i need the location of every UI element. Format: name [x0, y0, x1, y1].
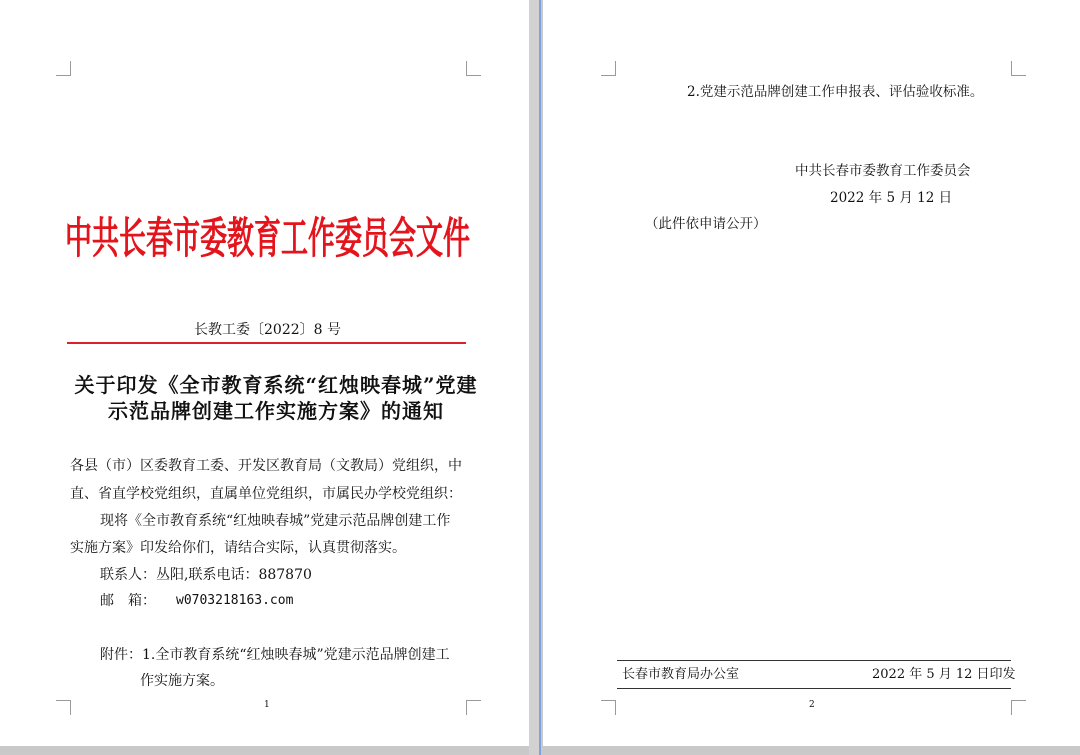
footer-print-date: 2022 年 5 月 12 日印发 [872, 667, 1016, 682]
body-line-3: 现将《全市教育系统“红烛映春城”党建示范品牌创建工作 [100, 513, 451, 529]
page-divider [539, 0, 541, 755]
crop-mark-top-left [56, 61, 71, 76]
body-line-2: 直、省直学校党组织，直属单位党组织，市属民办学校党组织： [70, 486, 462, 502]
document-page-2 [543, 0, 1080, 746]
document-number: 长教工委〔2022〕8 号 [194, 322, 341, 338]
crop-mark-bottom-left [56, 700, 71, 715]
body-line-4: 实施方案》印发给你们，请结合实际，认真贯彻落实。 [70, 540, 406, 556]
crop-mark-top-right [1011, 61, 1026, 76]
header-red-rule [67, 342, 466, 344]
crop-mark-top-left [601, 61, 616, 76]
notice-title-line-2: 示范品牌创建工作实施方案》的通知 [108, 399, 444, 423]
crop-mark-bottom-right [1011, 700, 1026, 715]
attachment-2-line: 2.党建示范品牌创建工作申报表、评估验收标准。 [687, 84, 984, 100]
footer-rule-top [617, 660, 1011, 661]
email-value: w0703218163.com [176, 593, 294, 608]
disclosure-note: （此件依申请公开） [645, 216, 767, 232]
page-number-1: 1 [264, 700, 270, 710]
document-header-title: 中共长春市委教育工作委员会文件 [65, 214, 470, 264]
footer-rule-bottom [617, 688, 1011, 689]
page-gap [529, 0, 539, 755]
issuer-name: 中共长春市委教育工作委员会 [795, 163, 971, 179]
notice-title-line-1: 关于印发《全市教育系统“红烛映春城”党建 [74, 373, 478, 397]
crop-mark-bottom-left [601, 700, 616, 715]
page-number-2: 2 [809, 700, 815, 710]
issue-date: 2022 年 5 月 12 日 [830, 190, 953, 206]
contact-line: 联系人：丛阳,联系电话：887870 [100, 567, 312, 583]
email-label: 邮 箱： [100, 593, 156, 609]
crop-mark-top-right [466, 61, 481, 76]
body-line-1: 各县（市）区委教育工委、开发区教育局（文教局）党组织，中 [70, 458, 462, 474]
footer-office: 长春市教育局办公室 [622, 667, 740, 682]
attachment-line-1: 附件：1.全市教育系统“红烛映春城”党建示范品牌创建工 [100, 647, 450, 663]
crop-mark-bottom-right [466, 700, 481, 715]
attachment-line-2: 作实施方案。 [140, 673, 224, 689]
